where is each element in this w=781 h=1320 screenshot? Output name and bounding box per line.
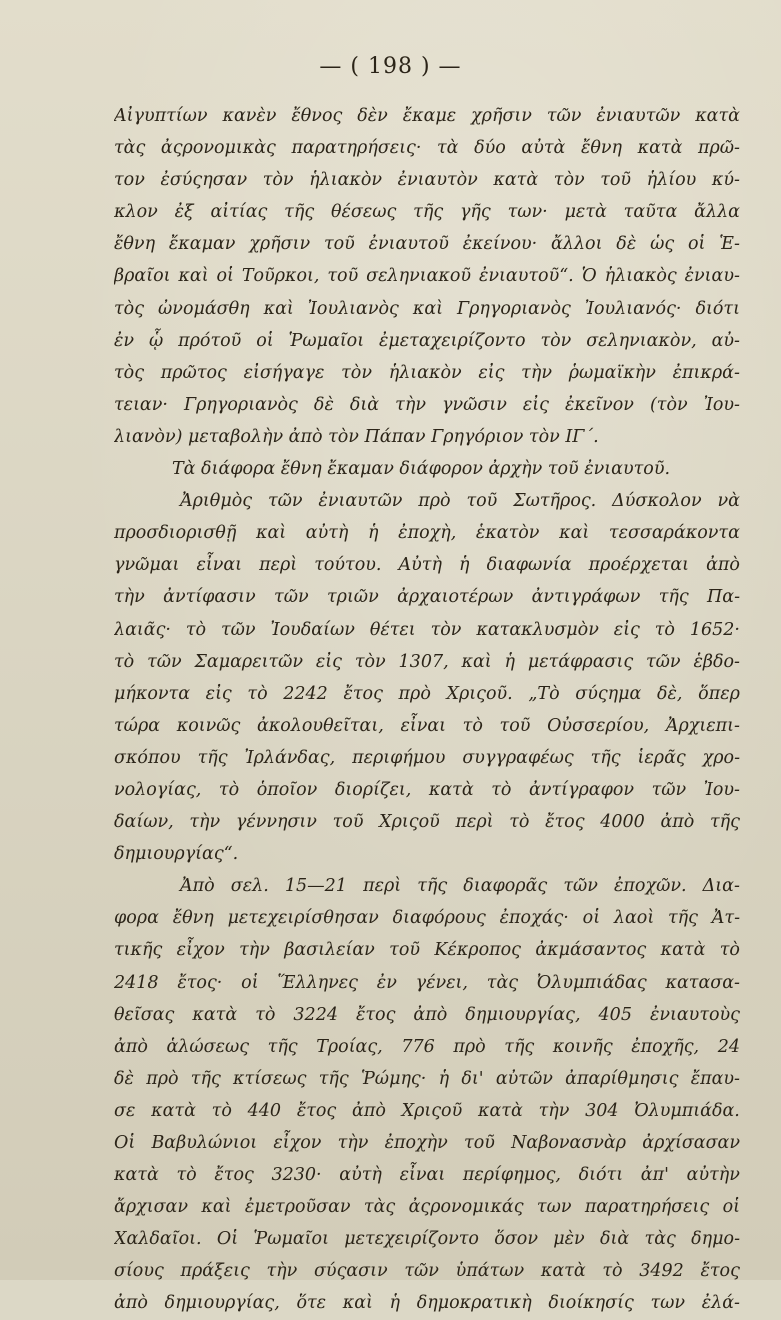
text-line: τον ἐσύςησαν τὸν ἡλιακὸν ἐνιαυτὸν κατὰ τὸν τοῦ ἡλίου κύ-: [114, 170, 740, 191]
text-line: σκόπου τῆς Ἰρλάνδας, περιφήμου συγγραφέως τῆς ἱερᾶς χρο-: [114, 747, 740, 768]
text-line: δημιουργίας“.: [114, 844, 239, 865]
text-line: σε κατὰ τὸ 440 ἔτος ἀπὸ Χριςοῦ κατὰ τὴν 304 Ὀλυμπιάδα.: [114, 1100, 740, 1121]
text-line: Ἀριθμὸς τῶν ἐνιαυτῶν πρὸ τοῦ Σωτῆρος. Δύσκολον νὰ: [180, 491, 740, 512]
text-line: ἀπὸ δημιουργίας, ὅτε καὶ ἡ δημοκρατικὴ διοίκησίς των ἐλά-: [114, 1293, 740, 1314]
text-line: θεῖσας κατὰ τὸ 3224 ἔτος ἀπὸ δημιουργίας, 405 ἐνιαυτοὺς: [114, 1004, 740, 1025]
text-line: 2418 ἔτος· οἱ Ἕλληνες ἐν γένει, τὰς Ὀλυμπιάδας κατασα-: [114, 972, 740, 993]
text-line: Τὰ διάφορα ἔθνη ἔκαμαν διάφορον ἀρχὴν τοῦ ἐνιαυτοῦ.: [172, 459, 671, 480]
text-line: κατὰ τὸ ἔτος 3230· αὐτὴ εἶναι περίφημος, διότι ἀπ' αὐτὴν: [114, 1165, 740, 1186]
text-line: Χαλδαῖοι. Οἱ Ῥωμαῖοι μετεχειρίζοντο ὅσον μὲν διὰ τὰς δημο-: [114, 1229, 740, 1250]
text-line: δαίων, τὴν γέννησιν τοῦ Χριςοῦ περὶ τὸ ἔτος 4000 ἀπὸ τῆς: [114, 812, 740, 833]
text-line: ἔθνη ἔκαμαν χρῆσιν τοῦ ἐνιαυτοῦ ἐκείνου· ἄλλοι δὲ ὡς οἱ Ἑ-: [114, 234, 740, 255]
text-line: τὰς ἀςρονομικὰς παρατηρήσεις· τὰ δύο αὐτὰ ἔθνη κατὰ πρῶ-: [114, 138, 740, 159]
text-line: λαιᾶς· τὸ τῶν Ἰουδαίων θέτει τὸν κατακλυσμὸν εἰς τὸ 1652·: [114, 619, 740, 640]
text-line: δὲ πρὸ τῆς κτίσεως τῆς Ῥώμης· ἡ δι' αὐτῶν ἀπαρίθμησις ἔπαυ-: [114, 1068, 740, 1089]
text-line: λιανὸν) μεταβολὴν ἀπὸ τὸν Πάπαν Γρηγόριον τὸν ΙΓ΄.: [114, 426, 599, 447]
text-line: τὴν ἀντίφασιν τῶν τριῶν ἀρχαιοτέρων ἀντιγράφων τῆς Πα-: [114, 587, 740, 608]
text-line: βραῖοι καὶ οἱ Τοῦρκοι, τοῦ σεληνιακοῦ ἐνιαυτοῦ“. Ὁ ἡλιακὸς ἐνιαυ-: [114, 266, 740, 287]
text-line: τὸ τῶν Σαμαρειτῶν εἰς τὸν 1307, καὶ ἡ μετάφρασις τῶν ἑβδο-: [114, 651, 740, 672]
text-line: ἄρχισαν καὶ ἐμετροῦσαν τὰς ἀςρονομικάς των παρατηρήσεις οἱ: [114, 1197, 740, 1218]
text-line: μήκοντα εἰς τὸ 2242 ἔτος πρὸ Χριςοῦ. „Τὸ σύςημα δὲ, ὅπερ: [114, 683, 740, 704]
text-line: προσδιορισθῇ καὶ αὐτὴ ἡ ἐποχὴ, ἑκατὸν καὶ τεσσαράκοντα: [114, 523, 740, 544]
body-text: [114, 100, 740, 1320]
text-line: φορα ἔθνη μετεχειρίσθησαν διαφόρους ἐποχάς· οἱ λαοὶ τῆς Ἀτ-: [114, 908, 740, 929]
text-line: κλον ἐξ αἰτίας τῆς θέσεως τῆς γῆς των· μετὰ ταῦτα ἄλλα: [114, 202, 740, 223]
text-line: ἐν ᾧ πρότοῦ οἱ Ῥωμαῖοι ἐμεταχειρίζοντο τὸν σεληνιακὸν, αὐ-: [114, 330, 740, 351]
text-line: τὸς πρῶτος εἰσήγαγε τὸν ἡλιακὸν εἰς τὴν ῥωμαϊκὴν ἐπικρά-: [114, 362, 740, 383]
text-line: σίους πράξεις τὴν σύςασιν τῶν ὑπάτων κατὰ τὸ 3492 ἔτος: [114, 1261, 740, 1282]
text-line: γνῶμαι εἶναι περὶ τούτου. Αὐτὴ ἡ διαφωνία προέρχεται ἀπὸ: [114, 555, 740, 576]
text-line: νολογίας, τὸ ὁποῖον διορίζει, κατὰ τὸ ἀντίγραφον τῶν Ἰου-: [114, 779, 740, 800]
text-line: Οἱ Βαβυλώνιοι εἶχον τὴν ἐποχὴν τοῦ Ναβονασνὰρ ἀρχίσασαν: [114, 1133, 740, 1153]
text-line: τὸς ὠνομάσθη καὶ Ἰουλιανὸς καὶ Γρηγοριανὸς Ἰουλιανός· διότι: [114, 298, 740, 319]
text-line: τώρα κοινῶς ἀκολουθεῖται, εἶναι τὸ τοῦ Οὐσσερίου, Ἀρχιεπι-: [114, 715, 740, 736]
text-line: Αἰγυπτίων κανὲν ἔθνος δὲν ἔκαμε χρῆσιν τῶν ἐνιαυτῶν κατὰ: [114, 106, 740, 126]
text-line: τικῆς εἶχον τὴν βασιλείαν τοῦ Κέκροπος ἀκμάσαντος κατὰ τὸ: [114, 940, 740, 961]
text-line: ἀπὸ ἁλώσεως τῆς Τροίας, 776 πρὸ τῆς κοινῆς ἐποχῆς, 24: [114, 1036, 740, 1057]
text-line: τειαν· Γρηγοριανὸς δὲ διὰ τὴν γνῶσιν εἰς ἐκεῖνον (τὸν Ἰου-: [114, 394, 740, 415]
page-number-header: — ( 198 ) —: [319, 54, 462, 79]
text-line: Ἀπὸ σελ. 15—21 περὶ τῆς διαφορᾶς τῶν ἐποχῶν. Δια-: [180, 876, 740, 897]
